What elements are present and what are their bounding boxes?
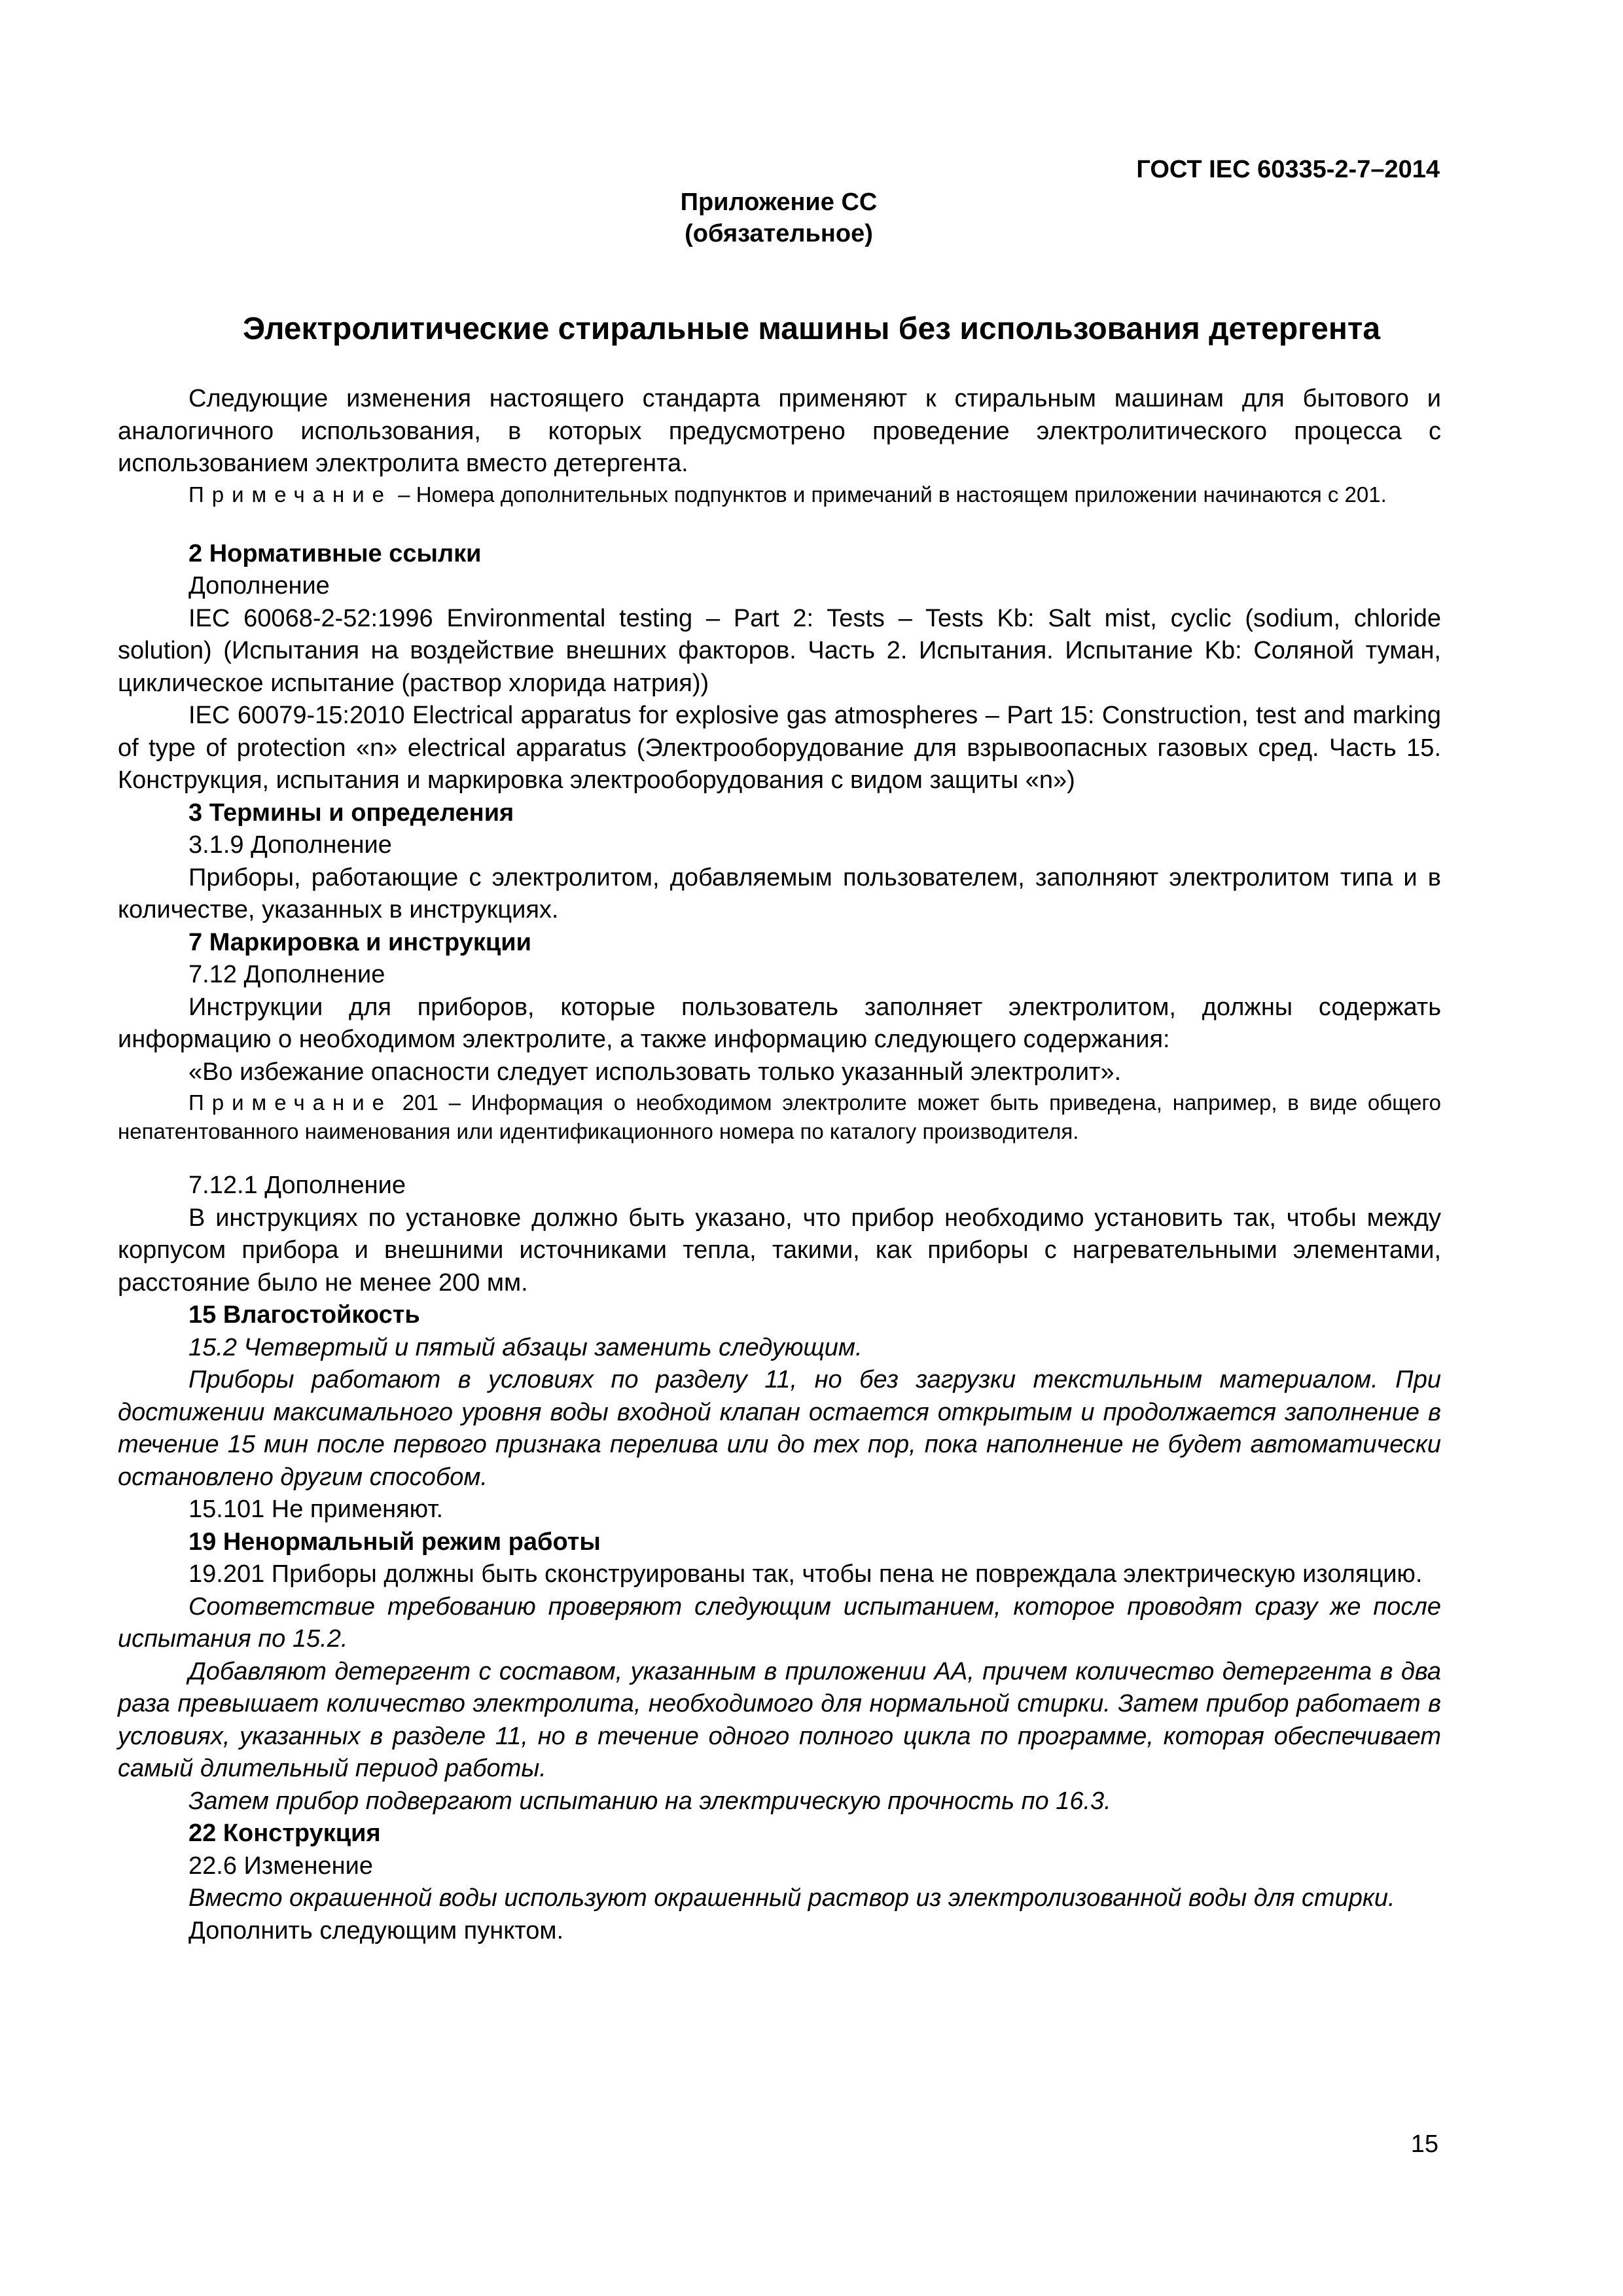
note-text: – Номера дополнительных подпунктов и примечаний в настоящем приложении начинаются с 201. [392, 482, 1387, 507]
section-15-heading: 15 Влагостойкость [188, 1301, 420, 1329]
section-19-text-3: Добавляют детергент с составом, указанным в приложении АА, причем количество детергента в два раза превышает количество электролита, необходимого для нормальной стирки. Затем прибор работает в условиях, указанных в разделе 11, но в течение одного полного цикла по программе, которая обеспечивает самый длительный период работы. [118, 1657, 1441, 1782]
section-7-heading: 7 Маркировка и инструкции [188, 928, 531, 956]
note-201 [118, 1088, 1441, 1146]
document-body [118, 383, 1441, 1947]
section-19-text-2: Соответствие требованию проверяют следующим испытанием, которое проводят сразу же после испытания по 15.2. [118, 1592, 1441, 1653]
section-22-subheading: 22.6 Изменение [188, 1852, 373, 1880]
section-22-text-2: Дополнить следующим пунктом. [188, 1916, 564, 1945]
section-22-heading: 22 Конструкция [188, 1820, 381, 1847]
note-label: Примечание [188, 1090, 393, 1115]
section-15-101: 15.101 Не применяют. [188, 1496, 444, 1523]
section-7-quote: «Во избежание опасности следует использовать только указанный электролит». [188, 1058, 1122, 1086]
appendix-heading: Электролитические стиральные машины без использования детергента [242, 312, 1381, 346]
page-number: 15 [1410, 2130, 1438, 2158]
section-15-text: Приборы работают в условиях по разделу 11, но без загрузки текстильным материалом. При достижении максимального уровня воды входной клапан остается открытым и продолжается заполнение в течение 15 мин после первого признака перелива или до тех пор, пока наполнение не будет автоматически остановлено другим способом. [118, 1366, 1441, 1491]
section-2-subheading: Дополнение [188, 572, 330, 600]
reference-iec-60068: IEC 60068-2-52:1996 Environmental testing – Part 2: Tests – Tests Kb: Salt mist, cyclic (sodium, chloride solution) (Испытания на воздействие внешних факторов. Часть 2. Испытания. Испытание Kb: Соляной туман, циклическое испытание (раствор хлорида натрия)) [118, 604, 1441, 697]
section-7-subheading: 7.12 Дополнение [188, 961, 385, 988]
document-number: ГОСТ IEC 60335-2-7–2014 [1136, 156, 1440, 183]
section-3-text: Приборы, работающие с электролитом, добавляемым пользователем, заполняют электролитом типа и в количестве, указанных в инструкциях. [118, 863, 1441, 924]
section-3-subheading: 3.1.9 Дополнение [188, 831, 392, 859]
section-3-heading: 3 Термины и определения [188, 798, 514, 827]
note-201-intro [118, 480, 1441, 509]
section-15-subheading: 15.2 Четвертый и пятый абзацы заменить следующим. [188, 1333, 863, 1361]
reference-iec-60079: IEC 60079-15:2010 Electrical apparatus for explosive gas atmospheres – Part 15: Construction, test and marking of type of protection «n» electrical apparatus (Электрооборудование для взрывоопасных газовых сред. Часть 15. Конструкция, испытания и маркировка электрооборудования с видом защиты «n») [118, 702, 1441, 794]
section-19-heading: 19 Ненормальный режим работы [188, 1528, 601, 1556]
section-2-heading: 2 Нормативные ссылки [188, 539, 482, 567]
section-22-text: Вместо окрашенной воды используют окрашенный раствор из электролизованной воды для стирки. [188, 1884, 1395, 1912]
section-7-12-1-text: В инструкциях по установке должно быть указано, что прибор необходимо установить так, чтобы между корпусом прибора и внешними источниками тепла, такими, как приборы с нагревательными элементами, расстояние было не менее 200 мм. [118, 1204, 1441, 1297]
appendix-title: Приложение СС [680, 188, 878, 216]
section-19-text-1: 19.201 Приборы должны быть сконструированы так, чтобы пена не повреждала электрическую изоляцию. [188, 1560, 1423, 1588]
section-7-12-1-subheading: 7.12.1 Дополнение [188, 1172, 406, 1199]
note-text: 201 – Информация о необходимом электролите может быть приведена, например, в виде общего непатентованного наименования или идентификационного номера по каталогу производителя. [118, 1090, 1441, 1143]
section-19-text-4: Затем прибор подвергают испытанию на электрическую прочность по 16.3. [188, 1787, 1111, 1815]
note-label: Примечание [188, 482, 393, 507]
intro-paragraph: Следующие изменения настоящего стандарта применяют к стиральным машинам для бытового и аналогичного использования, в которых предусмотрено проведение электролитического процесса с использованием электролита вместо детергента. [118, 385, 1441, 477]
section-7-text: Инструкции для приборов, которые пользователь заполняет электролитом, должны содержать информацию о необходимом электролите, а также информацию следующего содержания: [118, 993, 1441, 1053]
appendix-status: (обязательное) [685, 220, 873, 247]
